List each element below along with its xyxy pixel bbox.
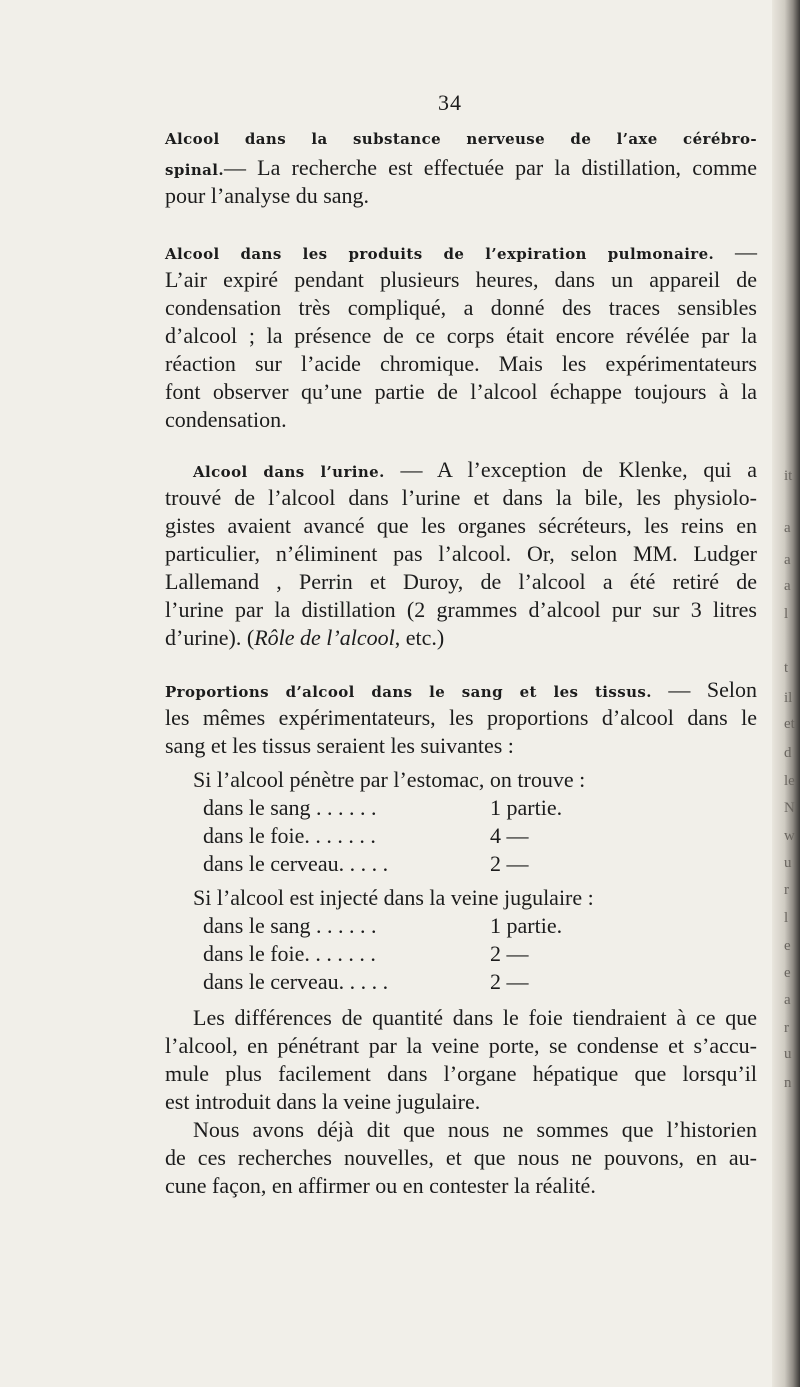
proportion-row	[203, 850, 529, 877]
proportion-label: dans le cerveau. . . . .	[203, 969, 389, 994]
conclusion-line: est introduit dans la veine jugulaire.	[165, 1089, 481, 1114]
bleed-fragment: it	[784, 468, 793, 484]
section-heading-nervous-substance: Alcool dans la substance nerveuse de l’axe cérébro-	[165, 130, 757, 148]
book-title-italic: Rôle de l’alcool	[254, 625, 395, 650]
section4-line: les mêmes expérimentateurs, les proportions d’alcool dans le	[165, 705, 757, 730]
proportion-value: 1 partie.	[490, 913, 563, 938]
proportion-row	[203, 794, 562, 821]
bleed-fragment: u	[784, 855, 792, 871]
section3-line: Lallemand , Perrin et Duroy, de l’alcool a été retiré de	[165, 569, 757, 594]
conclusion-line: l’alcool, en pénétrant par la veine porte, se condense et s’accu-	[165, 1033, 757, 1058]
proportion-value: 4 —	[490, 823, 529, 848]
section2-line: L’air expiré pendant plusieurs heures, dans un appareil de	[165, 267, 757, 292]
section2-line: condensation.	[165, 407, 287, 432]
bleed-fragment: a	[784, 520, 791, 536]
section3-heading: Alcool dans l’urine.	[193, 463, 385, 481]
adjacent-page-edge	[772, 0, 800, 1387]
section3-line: gistes avaient avancé que les organes sécréteurs, les reins en	[165, 513, 757, 538]
bleed-fragment: et	[784, 716, 795, 732]
proportion-label: dans le sang . . . . . .	[203, 795, 377, 820]
section3-line: trouvé de l’alcool dans l’urine et dans la bile, les physiolo-	[165, 485, 757, 510]
section3-line: l’urine par la distillation (2 grammes d’alcool pur sur 3 litres	[165, 597, 757, 622]
section-heading-expiration	[165, 238, 757, 268]
page-number: 34	[438, 90, 462, 115]
proportion-value: 2 —	[490, 851, 529, 876]
bleed-fragment: r	[784, 1020, 789, 1036]
proportion-row	[203, 968, 529, 995]
bleed-fragment: d	[784, 745, 792, 761]
proportion-label: dans le foie. . . . . . .	[203, 941, 376, 966]
bleed-fragment: w	[784, 828, 795, 844]
proportion-label: dans le sang . . . . . .	[203, 913, 377, 938]
proportion-row	[203, 912, 562, 939]
section1-line	[165, 154, 757, 184]
section4-line: sang et les tissus seraient les suivantes :	[165, 733, 514, 758]
section3-heading-rest: — A l’exception de Klenke, qui a	[400, 457, 758, 482]
final-paragraph-line: cune façon, en affirmer ou en contester la réalité.	[165, 1173, 596, 1198]
section-heading-proportions	[165, 676, 757, 706]
bleed-fragment: n	[784, 1075, 792, 1091]
proportion-label: dans le cerveau. . . . .	[203, 851, 389, 876]
section-heading-continuation: spinal.	[165, 161, 224, 179]
proportion-value: 2 —	[490, 941, 529, 966]
bleed-fragment: l	[784, 910, 789, 926]
proportion-row	[203, 822, 529, 849]
bleed-fragment: e	[784, 965, 791, 981]
proportion-value: 1 partie.	[490, 795, 563, 820]
section2-line: font observer qu’une partie de l’alcool échappe toujours à la	[165, 379, 757, 404]
final-paragraph-line: de ces recherches nouvelles, et que nous ne pouvons, en au-	[165, 1145, 757, 1170]
final-paragraph-line: Nous avons déjà dit que nous ne sommes que l’historien	[193, 1117, 757, 1142]
section2-heading: Alcool dans les produits de l’expiration pulmonaire.	[165, 245, 715, 263]
bleed-fragment: a	[784, 578, 791, 594]
proportion-row	[203, 940, 529, 967]
case1-intro: Si l’alcool pénètre par l’estomac, on trouve :	[193, 767, 586, 792]
section3-last-start: d’urine). (	[165, 625, 255, 650]
bleed-fragment: N	[784, 800, 795, 816]
section2-heading-dash: —	[735, 239, 758, 264]
bleed-fragment: l	[784, 606, 789, 622]
section3-line	[165, 624, 757, 651]
bleed-fragment: e	[784, 938, 791, 954]
conclusion-line: Les différences de quantité dans le foie tiendraient à ce que	[193, 1005, 757, 1030]
section2-line: réaction sur l’acide chromique. Mais les expérimentateurs	[165, 351, 757, 376]
conclusion-line: mule plus facilement dans l’organe hépatique que lorsqu’il	[165, 1061, 757, 1086]
bleed-fragment: le	[784, 773, 795, 789]
section3-line: particulier, n’éliminent pas l’alcool. Or, selon MM. Ludger	[165, 541, 757, 566]
bleed-fragment: t	[784, 660, 789, 676]
section1-text: — La recherche est effectuée par la distillation, comme	[223, 155, 757, 180]
bleed-fragment: r	[784, 882, 789, 898]
section4-heading: Proportions d’alcool dans le sang et les tissus.	[165, 683, 652, 701]
case2-intro: Si l’alcool est injecté dans la veine jugulaire :	[193, 885, 594, 910]
section2-line: condensation très compliqué, a donné des traces sensibles	[165, 295, 757, 320]
bleed-fragment: a	[784, 552, 791, 568]
bleed-fragment: a	[784, 992, 791, 1008]
proportion-label: dans le foie. . . . . . .	[203, 823, 376, 848]
proportion-value: 2 —	[490, 969, 529, 994]
section-heading-urine	[193, 456, 757, 486]
section1-line: pour l’analyse du sang.	[165, 183, 370, 208]
section4-heading-rest: — Selon	[668, 677, 757, 702]
bleed-fragment: il	[784, 690, 793, 706]
section2-line: d’alcool ; la présence de ce corps était encore révélée par la	[165, 323, 757, 348]
bleed-fragment: u	[784, 1046, 792, 1062]
section3-last-end: , etc.)	[394, 625, 445, 650]
